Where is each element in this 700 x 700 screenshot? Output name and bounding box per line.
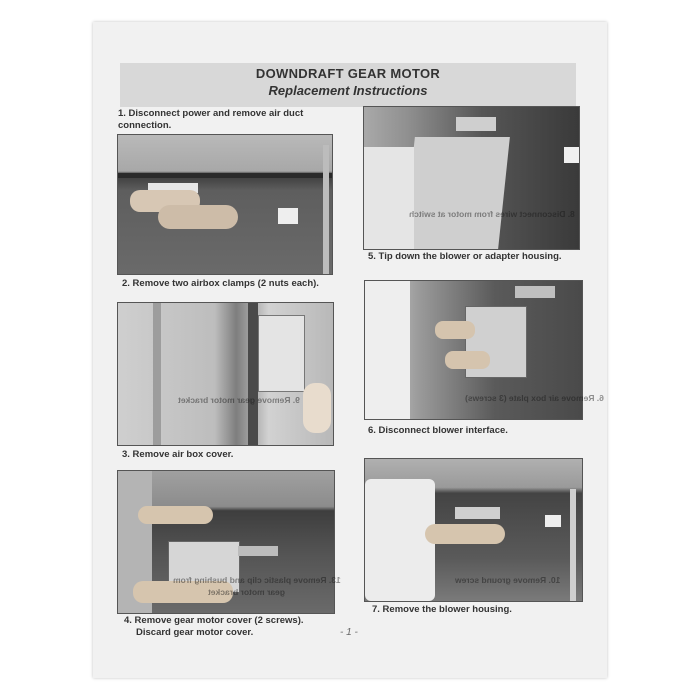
step-7-photo: 10. Remove ground screw — [364, 458, 583, 602]
step-5-caption: 5. Tip down the blower or adapter housing. — [368, 251, 562, 262]
document-title: DOWNDRAFT GEAR MOTOR — [255, 66, 441, 81]
step-6-photo: 6. Remove air box plate (3 screws) — [364, 280, 583, 420]
document-subtitle: Replacement Instructions — [268, 83, 428, 98]
step-5-photo: 8. Disconnect wires from motor at switch — [363, 106, 580, 250]
step-2-caption: 2. Remove two airbox clamps (2 nuts each). — [122, 278, 319, 289]
step-7-caption: 7. Remove the blower housing. — [372, 604, 512, 615]
step-4-photo: 13. Remove plastic clip and bushing from gear motor bracket — [117, 470, 335, 614]
step-3-photo: 9. Remove gear motor bracket — [117, 302, 334, 446]
step-1-photo — [117, 134, 333, 275]
page-number: - 1 - — [340, 627, 358, 638]
step-3-caption: 3. Remove air box cover. — [122, 449, 234, 460]
step-1-caption: 1. Disconnect power and remove air duct connection. — [118, 108, 304, 131]
step-6-caption: 6. Disconnect blower interface. — [368, 425, 508, 436]
step-4-caption-line-2: Discard gear motor cover. — [136, 627, 254, 638]
step-4-caption-line-1: 4. Remove gear motor cover (2 screws). — [124, 615, 304, 626]
